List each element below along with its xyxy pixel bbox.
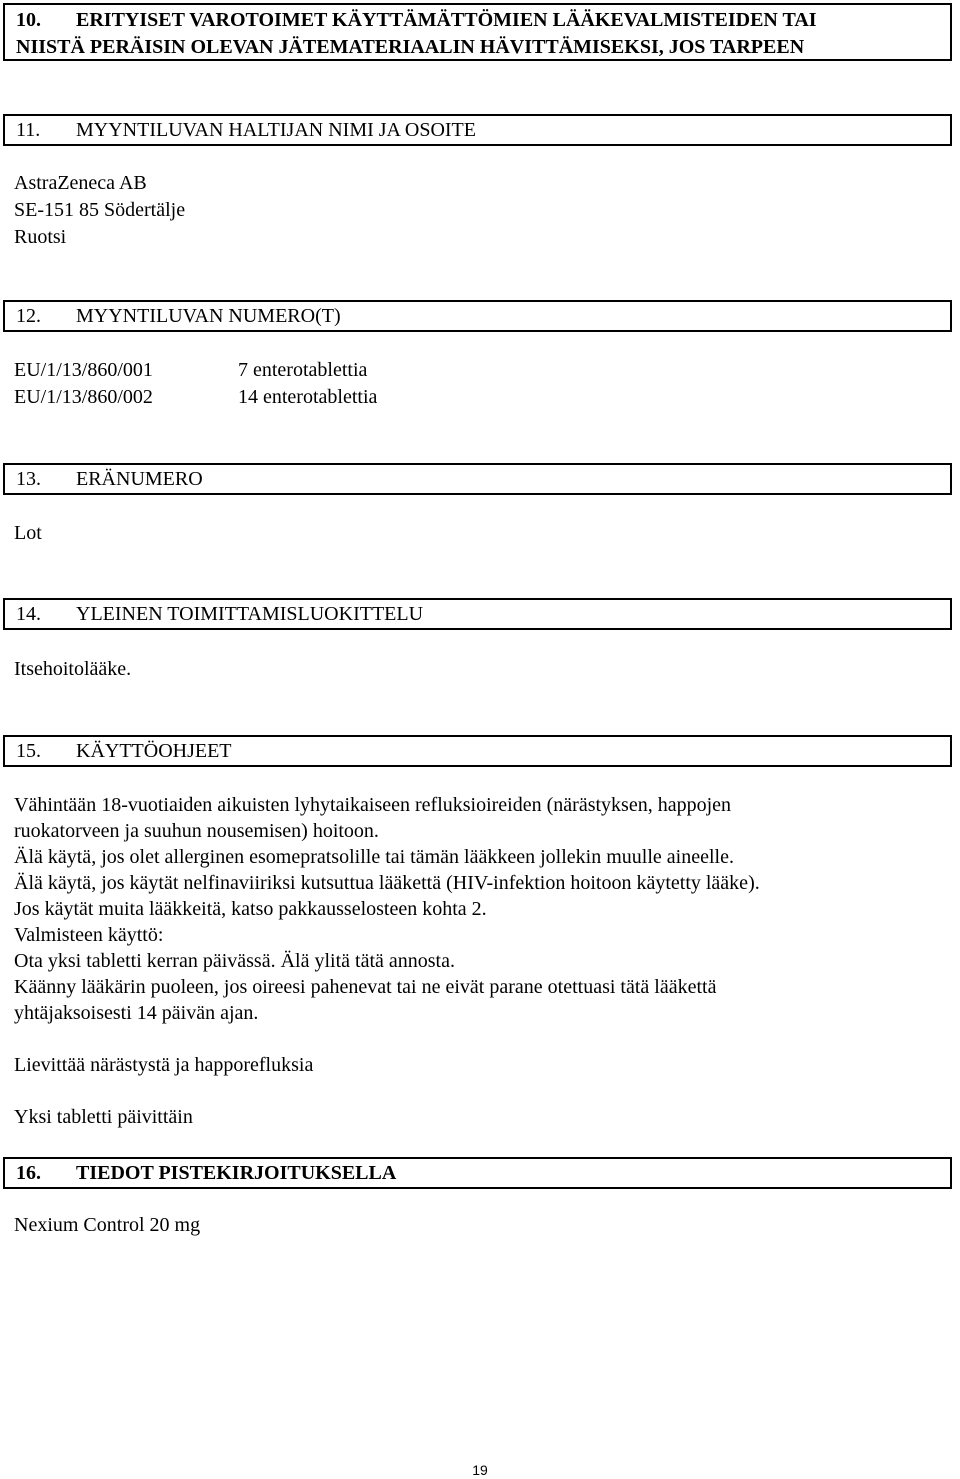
section-number: 16. [16,1162,41,1184]
instruction-line: Jos käytät muita lääkkeitä, katso pakkausselosteen kohta 2. [14,898,487,920]
section-11-header [3,114,952,146]
section-number: 13. [16,468,41,490]
instruction-line: Älä käytä, jos käytät nelfinaviiriksi kutsuttua lääkettä (HIV-infektion hoitoon käytetty lääke). [14,872,760,894]
section-number: 10. [16,9,41,31]
page-number: 19 [472,1462,488,1478]
instruction-line: Ota yksi tabletti kerran päivässä. Älä ylitä tätä annosta. [14,950,455,972]
license-desc: 14 enterotablettia [238,386,378,408]
section-title-line1: ERITYISET VAROTOIMET KÄYTTÄMÄTTÖMIEN LÄÄKEVALMISTEIDEN TAI [76,9,817,31]
section-number: 14. [16,603,41,625]
instruction-line: Vähintään 18-vuotiaiden aikuisten lyhytaikaiseen refluksioireiden (närästyksen, happojen [14,794,732,816]
holder-name: AstraZeneca AB [14,172,147,194]
section-title: MYYNTILUVAN NUMERO(T) [76,305,341,327]
indication-text: Lievittää närästystä ja happorefluksia [14,1054,314,1076]
section-15-header [3,735,952,767]
braille-text: Nexium Control 20 mg [14,1214,201,1236]
section-title: KÄYTTÖOHJEET [76,740,232,762]
instruction-line: ruokatorveen ja suuhun nousemisen) hoitoon. [14,820,379,842]
section-number: 12. [16,305,41,327]
section-title-line2: NIISTÄ PERÄISIN OLEVAN JÄTEMATERIAALIN HÄVITTÄMISEKSI, JOS TARPEEN [16,36,805,58]
license-code: EU/1/13/860/001 [14,359,153,381]
license-code: EU/1/13/860/002 [14,386,153,408]
license-row [14,357,614,384]
section-10-header [3,3,952,61]
section-14-header [3,598,952,630]
section-number: 11. [16,119,41,141]
lot-label: Lot [14,522,42,544]
section-title: TIEDOT PISTEKIRJOITUKSELLA [76,1162,397,1184]
section-title: MYYNTILUVAN HALTIJAN NIMI JA OSOITE [76,119,476,141]
instruction-line: Älä käytä, jos olet allerginen esomepratsolille tai tämän lääkkeen jollekin muulle aineelle. [14,846,734,868]
section-number: 15. [16,740,41,762]
section-16-header [3,1157,952,1189]
holder-address: SE-151 85 Södertälje [14,199,186,221]
section-13-header [3,463,952,495]
holder-country: Ruotsi [14,226,67,248]
section-title: YLEINEN TOIMITTAMISLUOKITTELU [76,603,424,625]
section-12-header [3,300,952,332]
dosage-text: Yksi tabletti päivittäin [14,1106,193,1128]
license-row [14,384,614,411]
license-desc: 7 enterotablettia [238,359,368,381]
instruction-line: yhtäjaksoisesti 14 päivän ajan. [14,1002,259,1024]
section-title: ERÄNUMERO [76,468,203,490]
instruction-line: Käänny lääkärin puoleen, jos oireesi pahenevat tai ne eivät parane otettuasi tätä lääkettä [14,976,717,998]
instruction-line: Valmisteen käyttö: [14,924,164,946]
classification-text: Itsehoitolääke. [14,658,132,680]
